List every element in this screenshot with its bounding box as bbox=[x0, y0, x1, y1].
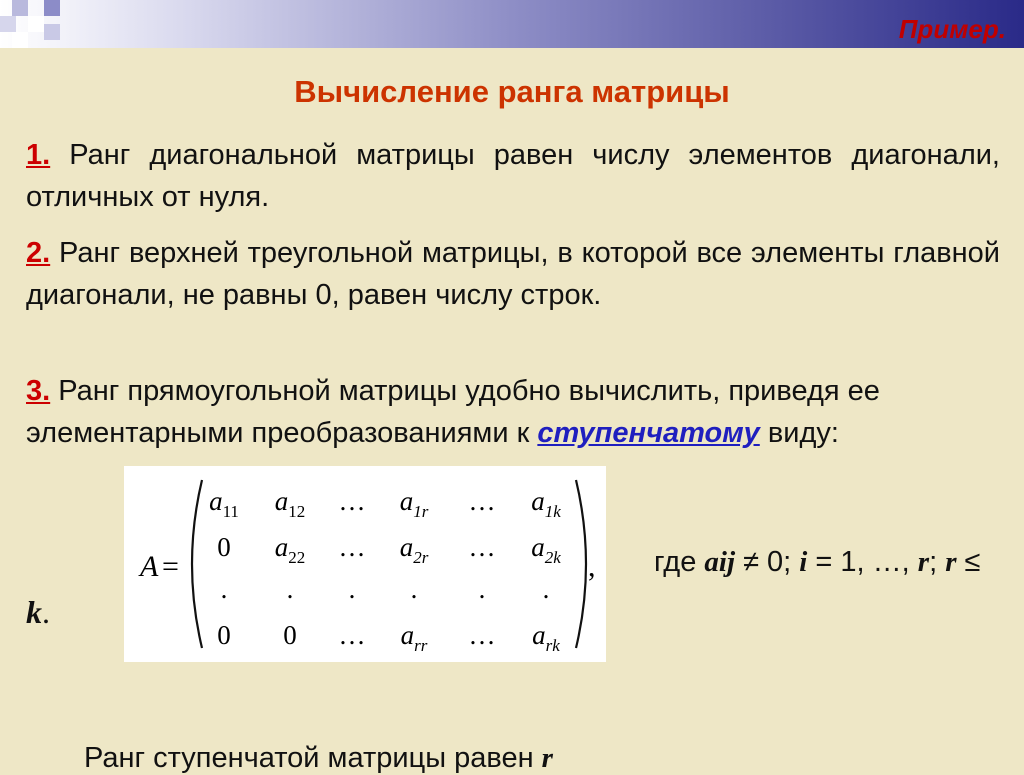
matrix-cell: $a_{rr}$ bbox=[400, 620, 428, 655]
bottom-text: Ранг ступенчатой матрицы равен bbox=[84, 742, 542, 774]
matrix-lhs: A bbox=[140, 550, 159, 583]
item-number: 3. bbox=[26, 375, 51, 407]
sep-text: ; bbox=[929, 546, 946, 578]
matrix-cell: $a_{12}$ bbox=[274, 486, 306, 521]
matrix-cells bbox=[209, 486, 561, 655]
matrix-cell: . bbox=[286, 574, 294, 604]
matrix-formula bbox=[124, 466, 606, 662]
i-symbol: i bbox=[799, 546, 808, 578]
k-symbol-line bbox=[26, 594, 50, 631]
matrix-cell: $a_{1k}$ bbox=[531, 486, 561, 521]
item-number: 1. bbox=[26, 139, 51, 171]
matrix-cell: $a_{1r}$ bbox=[399, 486, 429, 521]
bottom-r-symbol: r bbox=[541, 742, 553, 774]
matrix-cell: $a_{rk}$ bbox=[532, 620, 560, 655]
item-3 bbox=[26, 370, 1000, 454]
matrix-cell: … bbox=[338, 532, 366, 562]
matrix-svg bbox=[124, 466, 606, 662]
item-text-end: виду: bbox=[759, 417, 839, 449]
item-number: 2. bbox=[26, 237, 51, 269]
neq-text: ≠ 0; bbox=[735, 546, 800, 578]
matrix-cell: … bbox=[338, 620, 366, 650]
emphasis-term: ступенчатому bbox=[537, 417, 760, 449]
matrix-cell: . bbox=[348, 574, 356, 604]
aij-symbol: aij bbox=[704, 546, 736, 578]
matrix-cell: . bbox=[220, 574, 228, 604]
example-label: Пример. bbox=[898, 14, 1006, 44]
le-text: ≤ bbox=[956, 546, 981, 578]
bottom-statement bbox=[84, 742, 553, 775]
k-period: . bbox=[42, 594, 50, 630]
item-2 bbox=[26, 232, 1000, 316]
where-word: где bbox=[654, 546, 705, 578]
matrix-cell: … bbox=[468, 486, 496, 516]
range-text: = 1, …, bbox=[807, 546, 918, 578]
matrix-cell: 0 bbox=[283, 620, 297, 650]
matrix-cell: … bbox=[338, 486, 366, 516]
r-symbol: r bbox=[917, 546, 930, 578]
condition-text bbox=[654, 546, 980, 579]
item-text: Ранг прямоугольной матрицы удобно вычислить, приведя ее элементарными преобразованиями к bbox=[26, 375, 880, 449]
left-paren bbox=[192, 480, 202, 648]
r-symbol-2: r bbox=[945, 546, 957, 578]
matrix-cell: 0 bbox=[217, 620, 231, 650]
matrix-cell: . bbox=[410, 574, 418, 604]
matrix-cell: … bbox=[468, 532, 496, 562]
matrix-cell: $a_{2r}$ bbox=[399, 532, 429, 567]
item-text: Ранг диагональной матрицы равен числу элементов диагонали, отличных от нуля. bbox=[26, 139, 1000, 213]
equals-sign: = bbox=[162, 550, 179, 583]
matrix-comma: , bbox=[588, 550, 596, 583]
matrix-cell: $a_{22}$ bbox=[274, 532, 306, 567]
matrix-cell: . bbox=[478, 574, 486, 604]
matrix-cell: … bbox=[468, 620, 496, 650]
matrix-cell: $a_{11}$ bbox=[209, 486, 239, 521]
matrix-cell: 0 bbox=[217, 532, 231, 562]
item-1 bbox=[26, 134, 1000, 218]
header-gradient-bar bbox=[0, 0, 1024, 48]
slide-title: Вычисление ранга матрицы bbox=[294, 74, 730, 109]
k-symbol: k bbox=[26, 594, 42, 630]
matrix-cell: . bbox=[542, 574, 550, 604]
matrix-cell: $a_{2k}$ bbox=[531, 532, 561, 567]
right-paren bbox=[576, 480, 586, 648]
item-text: Ранг верхней треугольной матрицы, в которой все элементы главной диагонали, не равны 0, равен числу строк. bbox=[26, 237, 1000, 311]
